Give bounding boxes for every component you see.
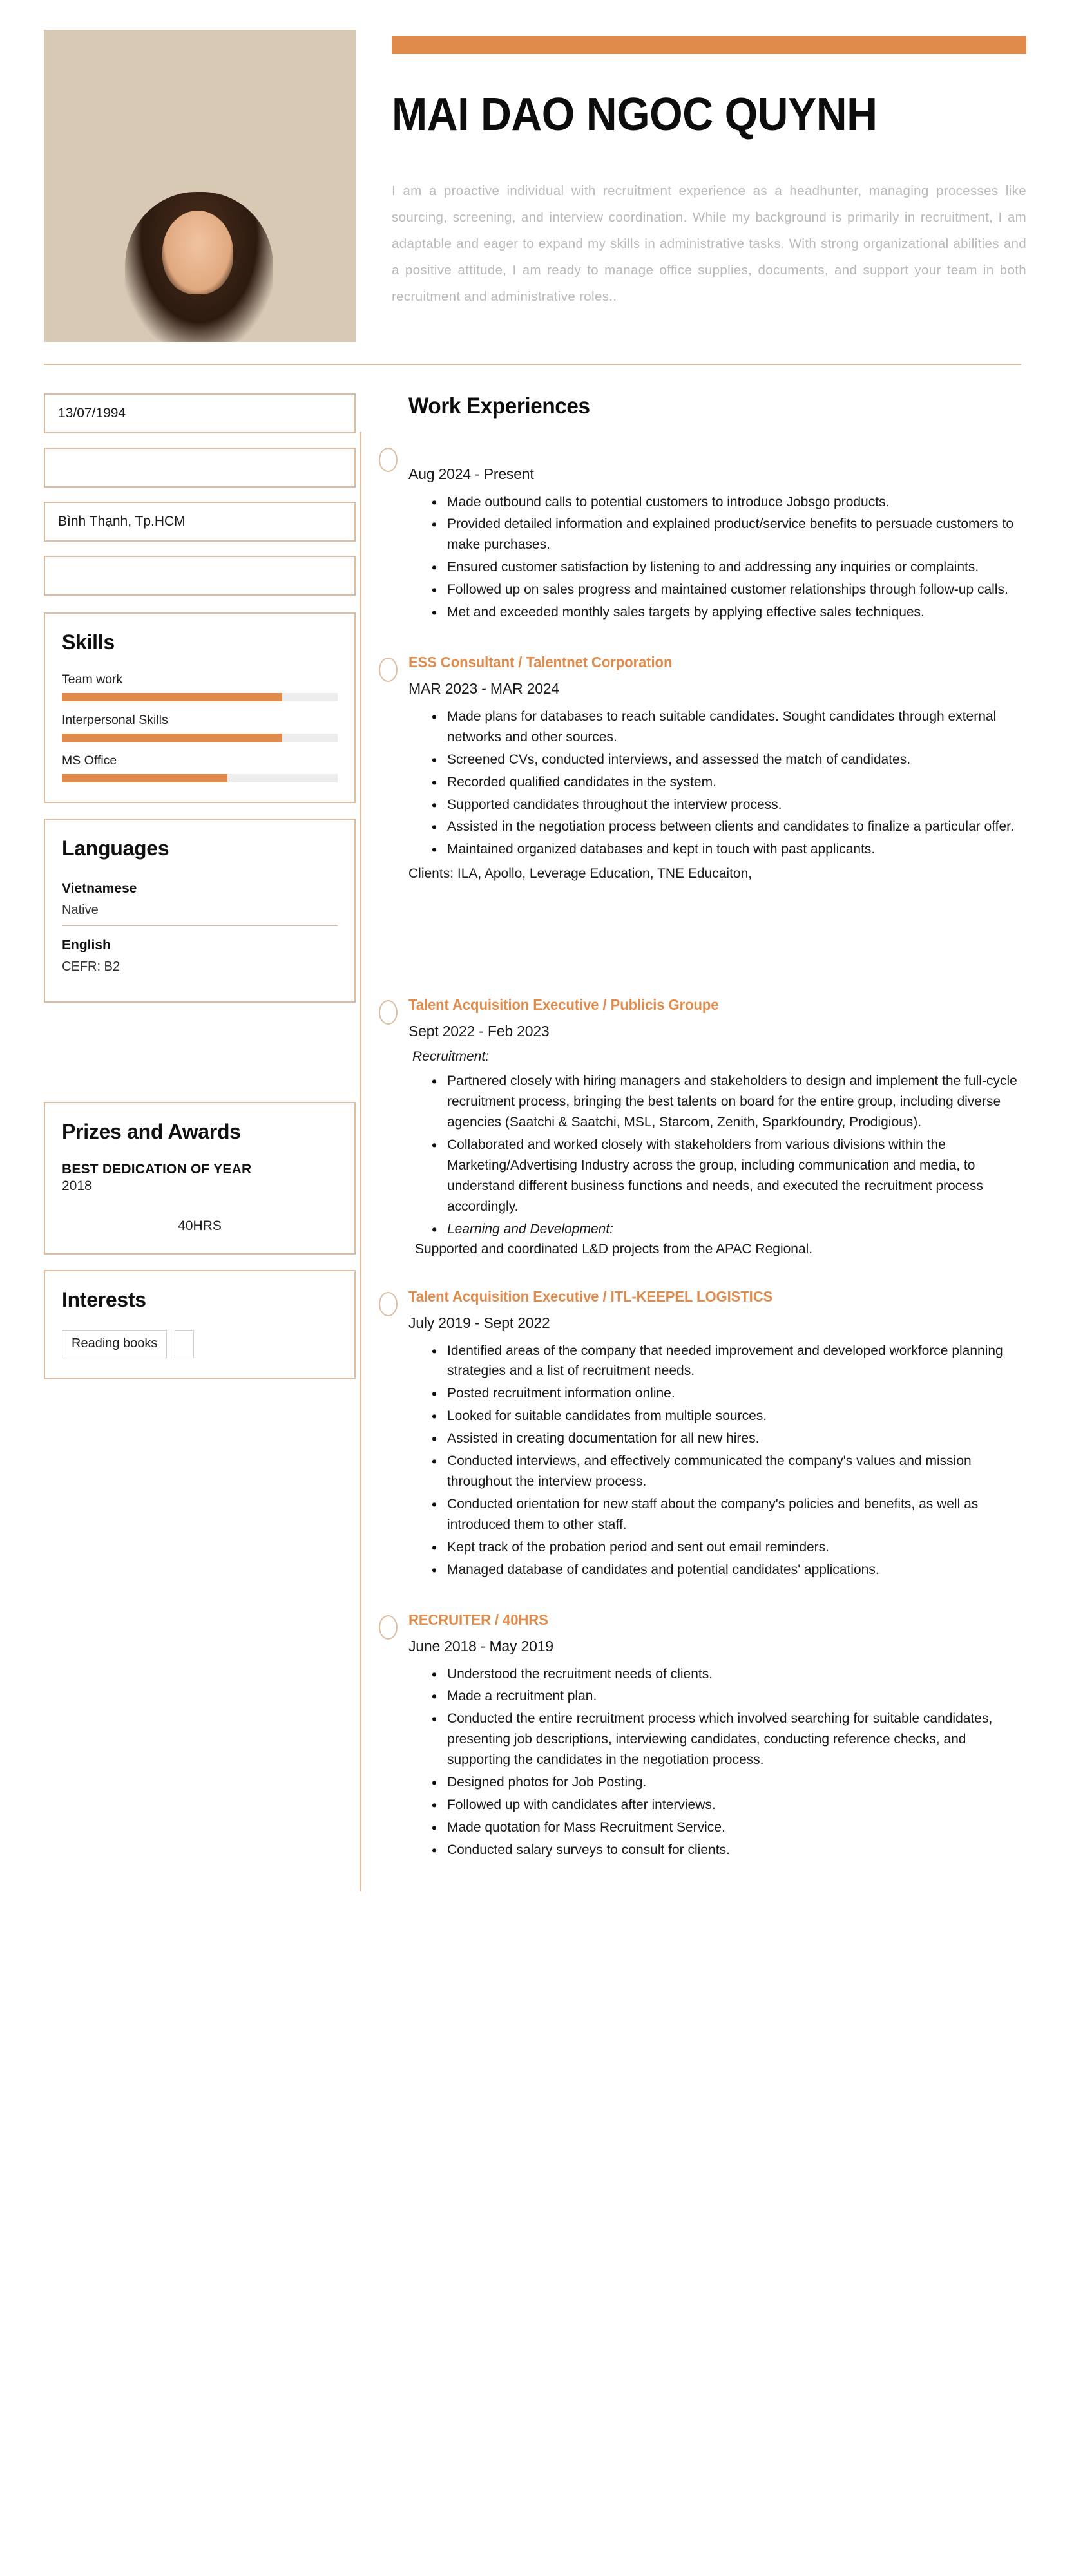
experience-bullet-list <box>430 1341 1026 1580</box>
experience-clients-note: Clients: ILA, Apollo, Leverage Education, TNE Educaiton, <box>408 866 753 882</box>
timeline-dot-icon <box>379 1615 398 1640</box>
experience-dates: July 2019 - Sept 2022 <box>408 1314 550 1331</box>
experience-title: Talent Acquisition Executive / Publicis Groupe <box>408 996 719 1014</box>
sidebar <box>44 393 356 1394</box>
experience-bullet: • Conducted salary surveys to consult for clients. <box>430 1840 1026 1861</box>
experience-bullet: • Learning and Development: <box>430 1219 1026 1240</box>
experience-bullet: • Maintained organized databases and kept in touch with past applicants. <box>430 839 1026 860</box>
main-spacer <box>384 913 1026 996</box>
experience-bullet: • Conducted the entire recruitment process which involved searching for suitable candidates, presenting job descriptions, interviewing candidates, conducting reference checks, and supporting the candidates in the negotiation process. <box>430 1709 1026 1770</box>
experience-bullet: • Posted recruitment information online. <box>430 1383 1026 1404</box>
experience-bullet: • Made outbound calls to potential customers to introduce Jobsgo products. <box>430 492 1026 513</box>
experience-bullet: • Identified areas of the company that needed improvement and developed workforce planning strategies and a list of recruitment needs. <box>430 1341 1026 1382</box>
language-level: Native <box>62 902 99 917</box>
experience-bullet: • Kept track of the probation period and sent out email reminders. <box>430 1537 1026 1558</box>
interests-title: Interests <box>62 1287 146 1311</box>
accent-bar <box>392 36 1026 54</box>
skill-progress-track <box>62 774 338 782</box>
language-name: English <box>62 937 111 952</box>
skill-item <box>62 713 338 742</box>
experience-dates: MAR 2023 - MAR 2024 <box>408 679 559 697</box>
experience-entry <box>384 996 1026 1256</box>
award-year: 2018 <box>62 1178 92 1193</box>
experience-bullet: • Made a recruitment plan. <box>430 1686 1026 1707</box>
contact-field-empty-1[interactable] <box>44 448 356 488</box>
resume-body <box>0 365 1065 1917</box>
experience-bullet: • Collaborated and worked closely with stakeholders from various divisions within the Marketing/Advertising Industry across the group, including communication and media, to understand different business functions and needs, and executed the recruitment process accordingly. <box>430 1135 1026 1217</box>
experience-bullet: • Recorded qualified candidates in the system. <box>430 772 1026 793</box>
experience-bullet: • Screened CVs, conducted interviews, and assessed the match of candidates. <box>430 750 1026 770</box>
experience-bullet-list <box>430 492 1026 623</box>
language-item <box>62 878 338 925</box>
section-title-work-experiences: Work Experiences <box>408 393 590 419</box>
experience-bullet: • Followed up with candidates after interviews. <box>430 1795 1026 1815</box>
profile-photo-subject <box>125 192 273 342</box>
interest-tag-empty[interactable] <box>175 1330 194 1358</box>
contact-field-location[interactable] <box>44 502 356 542</box>
timeline-dot-icon <box>379 1000 398 1025</box>
experience-entry <box>384 1611 1026 1861</box>
profile-photo <box>44 30 356 342</box>
skill-item <box>62 672 338 701</box>
language-level: CEFR: B2 <box>62 959 120 974</box>
profile-summary: I am a proactive individual with recruitment experience as a headhunter, managing processes like sourcing, screening, and interview coordination. While my background is primarily in recruitment, I am adaptable and eager to expand my skills in administrative tasks. With strong organizational abilities and a positive attitude, I am ready to manage office supplies, documents, and support your team in both recruitment and administrative roles.. <box>392 184 1026 304</box>
sidebar-spacer <box>44 1018 356 1102</box>
experience-title: Talent Acquisition Executive / ITL-KEEPEL LOGISTICS <box>408 1287 773 1305</box>
skill-progress-track <box>62 693 338 701</box>
experience-bullet: • Understood the recruitment needs of clients. <box>430 1664 1026 1685</box>
experience-dates: June 2018 - May 2019 <box>408 1637 553 1654</box>
skill-label: Team work <box>62 672 123 687</box>
experience-bullet-list <box>430 706 1026 860</box>
experience-entry <box>384 444 1026 623</box>
skills-card <box>44 612 356 803</box>
header-text-column <box>356 30 1026 310</box>
skill-item <box>62 753 338 782</box>
skill-label: Interpersonal Skills <box>62 712 168 727</box>
experience-bullet: • Made quotation for Mass Recruitment Service. <box>430 1817 1026 1838</box>
languages-card <box>44 819 356 1003</box>
award-organization: 40HRS <box>178 1218 222 1233</box>
experience-dates: Aug 2024 - Present <box>408 465 534 482</box>
experience-trailing-note: Supported and coordinated L&D projects from the APAC Regional. <box>415 1241 813 1256</box>
experience-bullet: • Supported candidates throughout the interview process. <box>430 795 1026 815</box>
timeline-dot-icon <box>379 658 398 682</box>
skill-progress-fill <box>62 693 282 701</box>
award-name: BEST DEDICATION OF YEAR <box>62 1161 252 1177</box>
interest-tag-list <box>62 1330 338 1358</box>
timeline-dot-icon <box>379 1292 398 1316</box>
experience-bullet: • Ensured customer satisfaction by listening to and addressing any inquiries or complaints. <box>430 557 1026 578</box>
contact-fields <box>44 393 356 596</box>
language-name: Vietnamese <box>62 880 137 896</box>
experience-bullet: • Managed database of candidates and potential candidates' applications. <box>430 1560 1026 1580</box>
awards-card <box>44 1102 356 1255</box>
timeline-line <box>360 432 361 1891</box>
experience-bullet: • Assisted in creating documentation for all new hires. <box>430 1428 1026 1449</box>
experience-bullet: • Conducted orientation for new staff about the company's policies and benefits, as well as introduced them to other staff. <box>430 1494 1026 1535</box>
contact-field-value: 13/07/1994 <box>58 405 126 421</box>
page-title: MAI DAO NGOC QUYNH <box>392 89 878 140</box>
experience-bullet-list <box>430 1071 1026 1239</box>
awards-title: Prizes and Awards <box>62 1119 241 1143</box>
skill-label: MS Office <box>62 753 117 768</box>
language-item <box>62 925 338 982</box>
skill-progress-fill <box>62 774 227 782</box>
resume-header <box>0 0 1065 342</box>
contact-field-empty-2[interactable] <box>44 556 356 596</box>
experience-bullet: • Met and exceeded monthly sales targets by applying effective sales techniques. <box>430 602 1026 623</box>
experience-entry <box>384 654 1026 882</box>
contact-field-value: Bình Thạnh, Tp.HCM <box>58 513 186 529</box>
profile-photo-image <box>44 30 356 342</box>
experience-bullet: • Conducted interviews, and effectively communicated the company's values and mission throughout the interview process. <box>430 1451 1026 1492</box>
experience-bullet: • Assisted in the negotiation process between clients and candidates to finalize a particular offer. <box>430 817 1026 837</box>
interests-card <box>44 1270 356 1379</box>
contact-field-birthdate[interactable] <box>44 393 356 433</box>
experience-sublabel: Recruitment: <box>412 1049 490 1065</box>
interest-tag[interactable]: Reading books <box>62 1330 167 1358</box>
skill-progress-track <box>62 734 338 742</box>
experience-bullet: • Partnered closely with hiring managers and stakeholders to design and implement the full-cycle recruitment process, bringing the best talents on board for the entire group, including diverse agencies (Saatchi & Saatchi, MSL, Starcom, Zenith, Sparkfoundry, Prodigious). <box>430 1071 1026 1133</box>
experience-bullet: • Made plans for databases to reach suitable candidates. Sought candidates through external networks and other sources. <box>430 706 1026 748</box>
skills-title: Skills <box>62 630 115 654</box>
experience-bullet-list <box>430 1664 1026 1861</box>
experience-title: ESS Consultant / Talentnet Corporation <box>408 653 673 670</box>
main-column <box>356 393 1026 1891</box>
experience-dates: Sept 2022 - Feb 2023 <box>408 1023 550 1040</box>
experience-title <box>408 444 1002 457</box>
experience-bullet: • Followed up on sales progress and maintained customer relationships through follow-up calls. <box>430 580 1026 600</box>
languages-title: Languages <box>62 836 169 860</box>
skill-progress-fill <box>62 734 282 742</box>
experience-bullet: • Designed photos for Job Posting. <box>430 1772 1026 1793</box>
experience-bullet: • Provided detailed information and explained product/service benefits to persuade customers to make purchases. <box>430 514 1026 555</box>
experience-entry <box>384 1288 1026 1580</box>
experience-bullet: • Looked for suitable candidates from multiple sources. <box>430 1406 1026 1426</box>
experience-title: RECRUITER / 40HRS <box>408 1611 548 1628</box>
timeline-dot-icon <box>379 448 398 472</box>
